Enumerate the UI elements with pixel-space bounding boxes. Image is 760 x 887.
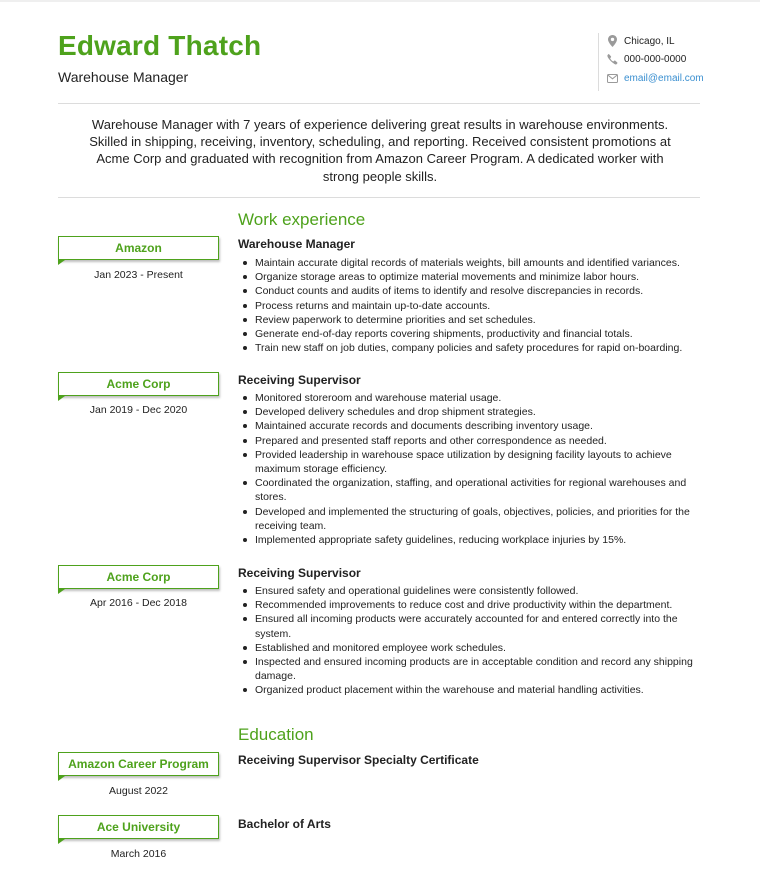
profile-summary: Warehouse Manager with 7 years of experience delivering great results in warehouse environments. Skilled in shipping, receiving, inventory, scheduling, and reporting. Received consistent promotions at Acme Corp and graduated with recognition from Amazon Career Program. A dedicated worker with strong people skills. [89, 117, 671, 184]
tag-fold [58, 776, 65, 781]
job-bullets [238, 584, 700, 698]
candidate-role: Warehouse Manager [58, 69, 189, 85]
job-dates: Jan 2023 - Present [94, 269, 183, 281]
list-item: Maintain accurate digital records of materials weights, bill amounts and identified variances. [238, 256, 700, 270]
envelope-icon [606, 72, 618, 84]
list-item: Monitored storeroom and warehouse material usage. [238, 391, 700, 405]
list-item: Inspected and ensured incoming products are in acceptable condition and record any shipping damage. [238, 655, 700, 683]
work-experience-heading: Work experience [238, 210, 366, 229]
top-border [0, 0, 760, 2]
phone-icon [606, 53, 618, 65]
list-item: Maintained accurate records and documents describing inventory usage. [238, 419, 700, 433]
job-dates: Jan 2019 - Dec 2020 [89, 404, 188, 416]
phone-text: 000-000-0000 [624, 53, 687, 65]
email-link[interactable]: email@email.com [624, 72, 704, 84]
degree-title: Receiving Supervisor Specialty Certificate [238, 753, 479, 767]
company-tag: Amazon [58, 236, 219, 260]
map-pin-icon [606, 35, 618, 47]
degree-title: Bachelor of Arts [238, 817, 331, 831]
contact-email[interactable] [606, 72, 704, 84]
job-dates: Apr 2016 - Dec 2018 [90, 597, 187, 609]
education-heading: Education [238, 725, 314, 744]
list-item: Generate end-of-day reports covering shipments, productivity and financial totals. [238, 327, 700, 341]
list-item: Recommended improvements to reduce cost and drive productivity within the department. [238, 598, 700, 612]
list-item: Prepared and presented staff reports and other correspondence as needed. [238, 434, 700, 448]
list-item: Train new staff on job duties, company policies and safety procedures for rapid on-boarding. [238, 341, 700, 355]
list-item: Ensured all incoming products were accurately accounted for and entered correctly into the system. [238, 612, 700, 640]
tag-fold [58, 589, 65, 594]
tag-fold [58, 839, 65, 844]
job-title: Warehouse Manager [238, 237, 355, 251]
job-title: Receiving Supervisor [238, 566, 361, 580]
summary-divider [58, 197, 700, 198]
school-tag: Ace University [58, 815, 219, 839]
education-date: March 2016 [110, 848, 167, 860]
school-tag: Amazon Career Program [58, 752, 219, 776]
list-item: Ensured safety and operational guidelines were consistently followed. [238, 584, 700, 598]
company-tag: Acme Corp [58, 372, 219, 396]
list-item: Provided leadership in warehouse space utilization by designing facility layouts to achieve maximum storage efficiency. [238, 448, 700, 476]
header-divider [58, 103, 700, 104]
tag-fold [58, 260, 65, 265]
contact-location [606, 35, 675, 47]
list-item: Established and monitored employee work schedules. [238, 641, 700, 655]
job-bullets [238, 256, 700, 355]
location-text: Chicago, IL [624, 35, 675, 47]
job-title: Receiving Supervisor [238, 373, 361, 387]
list-item: Developed delivery schedules and drop shipment strategies. [238, 405, 700, 419]
contact-divider [598, 33, 599, 91]
company-tag: Acme Corp [58, 565, 219, 589]
list-item: Organize storage areas to optimize material movements and minimize labor hours. [238, 270, 700, 284]
list-item: Process returns and maintain up-to-date accounts. [238, 299, 700, 313]
list-item: Coordinated the organization, staffing, and operational activities for regional warehouses and stores. [238, 476, 700, 504]
list-item: Review paperwork to determine priorities and set schedules. [238, 313, 700, 327]
education-date: August 2022 [109, 785, 168, 797]
job-bullets [238, 391, 700, 547]
list-item: Implemented appropriate safety guidelines, reducing workplace injuries by 15%. [238, 533, 700, 547]
list-item: Organized product placement within the warehouse and material handling activities. [238, 683, 700, 697]
list-item: Conduct counts and audits of items to identify and resolve discrepancies in records. [238, 284, 700, 298]
tag-fold [58, 396, 65, 401]
contact-phone [606, 53, 686, 65]
list-item: Developed and implemented the structuring of goals, objectives, policies, and priorities for the receiving team. [238, 505, 700, 533]
candidate-name: Edward Thatch [58, 30, 262, 61]
